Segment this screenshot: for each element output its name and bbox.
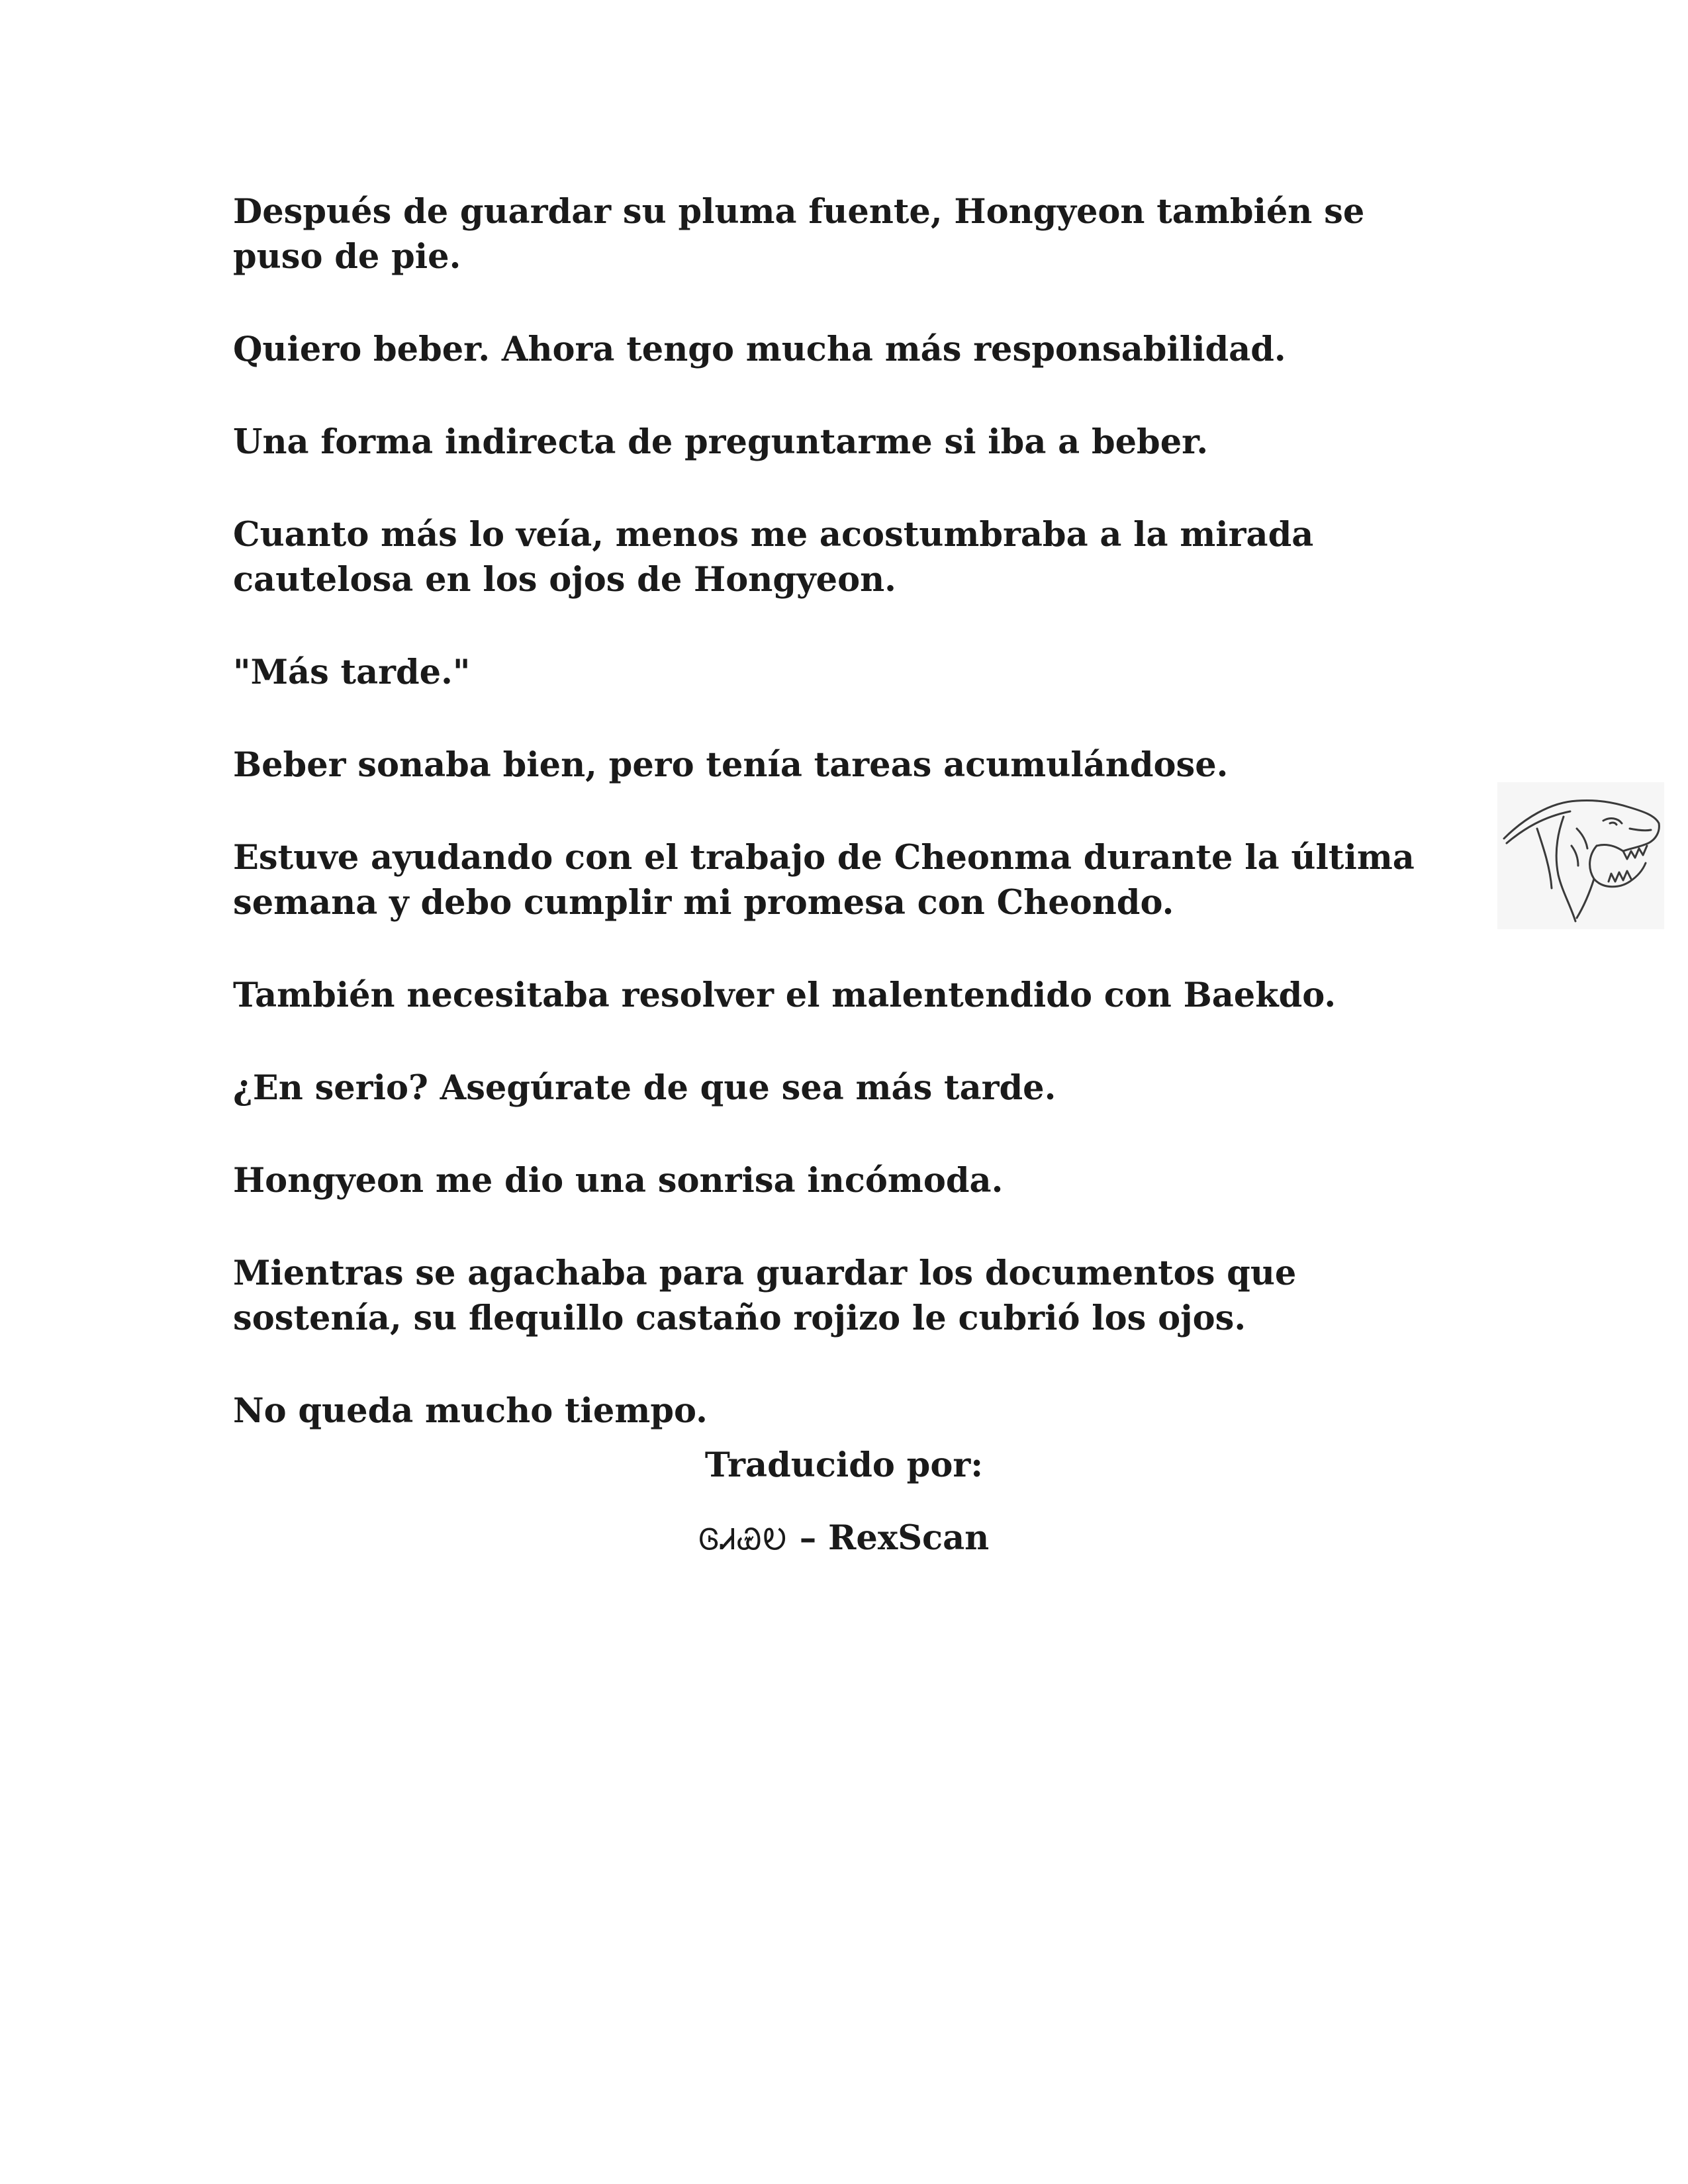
group-name: RexScan — [827, 1518, 990, 1558]
paragraph: También necesitaba resolver el malentendido con Baekdo. — [233, 976, 1336, 1015]
credits-line — [0, 1516, 1688, 1563]
paragraph: No queda mucho tiempo. — [233, 1391, 708, 1431]
paragraph: Una forma indirecta de preguntarme si iba a beber. — [233, 422, 1209, 462]
paragraph: Quiero beber. Ahora tengo mucha más responsabilidad. — [233, 330, 1286, 369]
credits-label: Traducido por: — [704, 1445, 984, 1485]
paragraph: Hongyeon me dio una sonrisa incómoda. — [233, 1161, 1004, 1201]
paragraph: Mientras se agachaba para guardar los documentos que sostenía, su flequillo castaño rojizo le cubrió los ojos. — [233, 1253, 1297, 1338]
paragraph: Beber sonaba bien, pero tenía tareas acumulándose. — [233, 745, 1229, 785]
paragraph: ¿En serio? Asegúrate de que sea más tarde. — [233, 1068, 1056, 1108]
paragraph: Estuve ayudando con el trabajo de Cheonma durante la última semana y debo cumplir mi promesa con Cheondo. — [233, 838, 1415, 923]
dinosaur-head-icon — [1497, 782, 1664, 929]
paragraph: Cuanto más lo veía, menos me acostumbraba a la mirada cautelosa en los ojos de Hongyeon. — [233, 515, 1314, 600]
paragraph: "Más tarde." — [233, 653, 471, 692]
credits-separator: – — [787, 1518, 828, 1558]
story-text — [233, 189, 1458, 1433]
translator-name: ᎶᏗᏯᎧ — [698, 1523, 788, 1557]
paragraph: Después de guardar su pluma fuente, Hongyeon también se puso de pie. — [233, 192, 1365, 277]
